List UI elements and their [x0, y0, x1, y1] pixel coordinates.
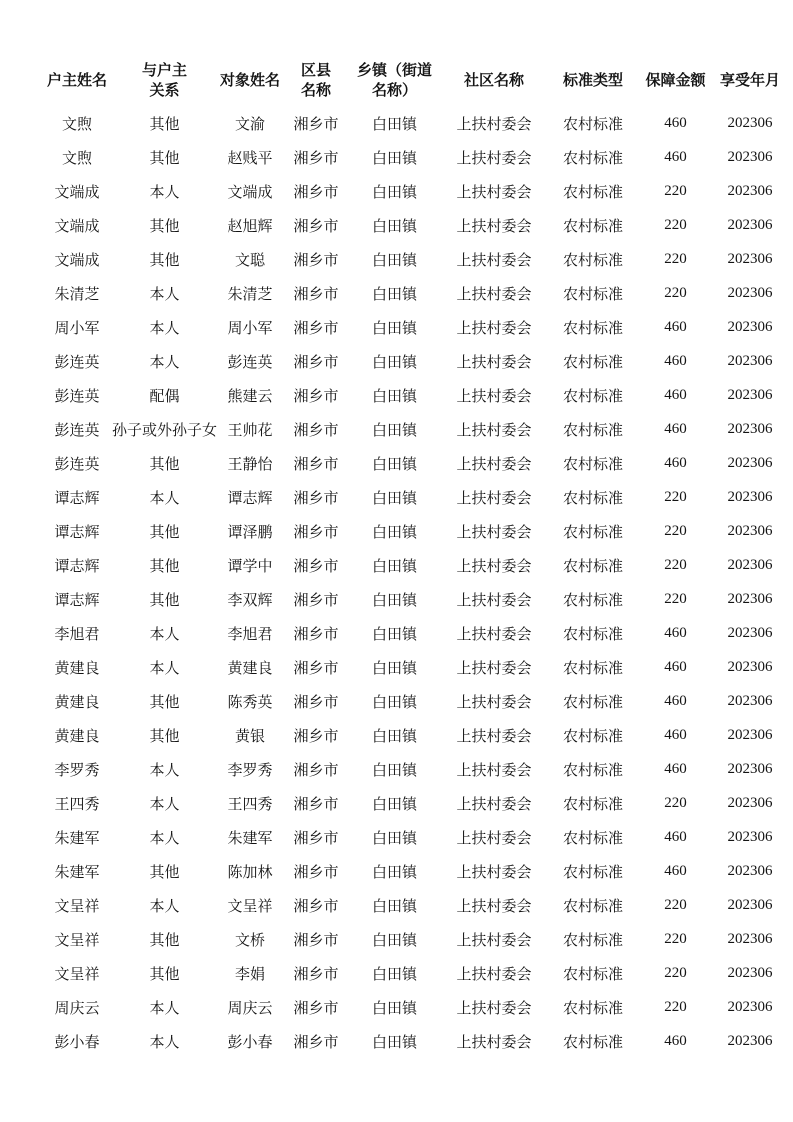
table-cell: 谭志辉	[54, 490, 100, 507]
table-cell: 白田镇	[372, 864, 418, 881]
table-cell: 农村标准	[563, 592, 624, 609]
table-cell: 文呈祥	[227, 898, 273, 915]
table-cell: 农村标准	[563, 456, 624, 473]
table-row	[42, 956, 787, 990]
table-cell: 湘乡市	[293, 728, 339, 745]
table-cell: 本人	[149, 762, 180, 779]
table-row	[42, 446, 787, 480]
table-cell: 赵旭辉	[227, 218, 273, 235]
table-cell: 其他	[149, 864, 180, 881]
table-cell: 460	[664, 658, 687, 675]
table-cell: 460	[664, 862, 687, 879]
table-cell: 农村标准	[563, 966, 624, 983]
table-cell: 202306	[727, 284, 773, 301]
table-cell: 文聪	[235, 252, 266, 269]
table-cell: 农村标准	[563, 898, 624, 915]
column-header-standard-type: 标准类型	[563, 73, 624, 89]
table-cell: 其他	[149, 694, 180, 711]
table-cell: 220	[664, 522, 687, 539]
table-cell: 王静怡	[227, 456, 273, 473]
table-cell: 李双辉	[227, 592, 273, 609]
table-cell: 彭连英	[54, 456, 100, 473]
table-cell: 王四秀	[227, 796, 273, 813]
table-cell: 220	[664, 182, 687, 199]
table-cell: 白田镇	[372, 728, 418, 745]
table-cell: 202306	[727, 386, 773, 403]
table-cell: 白田镇	[372, 218, 418, 235]
table-cell: 上扶村委会	[456, 388, 532, 405]
table-cell: 本人	[149, 286, 180, 303]
table-cell: 460	[664, 420, 687, 437]
table-cell: 上扶村委会	[456, 864, 532, 881]
table-cell: 202306	[727, 930, 773, 947]
header-row	[42, 56, 787, 106]
table-cell: 谭志辉	[54, 524, 100, 541]
table-cell: 上扶村委会	[456, 932, 532, 949]
table-cell: 220	[664, 794, 687, 811]
table-cell: 白田镇	[372, 150, 418, 167]
table-cell: 202306	[727, 522, 773, 539]
table-cell: 湘乡市	[293, 490, 339, 507]
table-cell: 农村标准	[563, 252, 624, 269]
table-cell: 白田镇	[372, 286, 418, 303]
table-cell: 湘乡市	[293, 898, 339, 915]
table-cell: 白田镇	[372, 762, 418, 779]
table-cell: 农村标准	[563, 762, 624, 779]
table-cell: 202306	[727, 862, 773, 879]
table-cell: 其他	[149, 150, 180, 167]
table-cell: 白田镇	[372, 796, 418, 813]
table-row	[42, 412, 787, 446]
table-cell: 文渝	[235, 116, 266, 133]
table-cell: 460	[664, 352, 687, 369]
table-cell: 朱清芝	[227, 286, 273, 303]
table-cell: 黄银	[235, 728, 266, 745]
table-cell: 上扶村委会	[456, 456, 532, 473]
table-cell: 202306	[727, 658, 773, 675]
table-cell: 湘乡市	[293, 354, 339, 371]
table-cell: 202306	[727, 998, 773, 1015]
table-cell: 朱建军	[54, 864, 100, 881]
table-cell: 202306	[727, 760, 773, 777]
table-cell: 本人	[149, 1034, 180, 1051]
table-cell: 本人	[149, 1000, 180, 1017]
table-cell: 上扶村委会	[456, 898, 532, 915]
column-header-household-name: 户主姓名	[46, 73, 107, 89]
table-cell: 上扶村委会	[456, 694, 532, 711]
table-cell: 文煦	[61, 116, 92, 133]
table-cell: 谭泽鹏	[227, 524, 273, 541]
table-cell: 202306	[727, 148, 773, 165]
table-cell: 湘乡市	[293, 1000, 339, 1017]
table-cell: 其他	[149, 966, 180, 983]
table-cell: 文呈祥	[54, 898, 100, 915]
table-cell: 湘乡市	[293, 524, 339, 541]
table-row	[42, 480, 787, 514]
table-cell: 上扶村委会	[456, 252, 532, 269]
table-row	[42, 514, 787, 548]
table-cell: 陈秀英	[227, 694, 273, 711]
table-cell: 湘乡市	[293, 150, 339, 167]
table-cell: 202306	[727, 352, 773, 369]
table-cell: 文呈祥	[54, 932, 100, 949]
table-cell: 220	[664, 250, 687, 267]
table-cell: 周小军	[227, 320, 273, 337]
table-cell: 王帅花	[227, 422, 273, 439]
table-cell: 220	[664, 930, 687, 947]
table-cell: 农村标准	[563, 796, 624, 813]
table-row	[42, 548, 787, 582]
table-cell: 上扶村委会	[456, 1034, 532, 1051]
table-cell: 202306	[727, 964, 773, 981]
table-cell: 本人	[149, 626, 180, 643]
table-cell: 220	[664, 964, 687, 981]
table-cell: 其他	[149, 252, 180, 269]
table-cell: 460	[664, 828, 687, 845]
table-cell: 上扶村委会	[456, 490, 532, 507]
table-cell: 彭连英	[54, 422, 100, 439]
table-cell: 202306	[727, 624, 773, 641]
table-cell: 李旭君	[227, 626, 273, 643]
table-cell: 农村标准	[563, 286, 624, 303]
table-cell: 460	[664, 114, 687, 131]
table-cell: 其他	[149, 524, 180, 541]
table-cell: 湘乡市	[293, 116, 339, 133]
table-cell: 白田镇	[372, 932, 418, 949]
table-cell: 白田镇	[372, 1034, 418, 1051]
table-cell: 上扶村委会	[456, 558, 532, 575]
table-cell: 本人	[149, 184, 180, 201]
column-header-community: 社区名称	[464, 73, 525, 89]
column-header-town: 乡镇（街道 名称）	[357, 63, 433, 99]
table-cell: 上扶村委会	[456, 660, 532, 677]
table-cell: 白田镇	[372, 660, 418, 677]
table-cell: 彭连英	[54, 354, 100, 371]
table-cell: 白田镇	[372, 184, 418, 201]
table-cell: 朱建军	[227, 830, 273, 847]
table-cell: 农村标准	[563, 422, 624, 439]
table-cell: 202306	[727, 216, 773, 233]
column-header-month: 享受年月	[720, 73, 781, 89]
table-cell: 周庆云	[227, 1000, 273, 1017]
table-cell: 白田镇	[372, 626, 418, 643]
table-cell: 其他	[149, 116, 180, 133]
table-cell: 谭志辉	[54, 592, 100, 609]
table-cell: 202306	[727, 420, 773, 437]
table-row	[42, 820, 787, 854]
table-cell: 白田镇	[372, 694, 418, 711]
table-cell: 熊建云	[227, 388, 273, 405]
table-cell: 202306	[727, 556, 773, 573]
table-cell: 赵贱平	[227, 150, 273, 167]
table-cell: 谭志辉	[227, 490, 273, 507]
table-cell: 湘乡市	[293, 932, 339, 949]
table-cell: 农村标准	[563, 932, 624, 949]
table-cell: 湘乡市	[293, 592, 339, 609]
table-cell: 文煦	[61, 150, 92, 167]
table-cell: 湘乡市	[293, 762, 339, 779]
table-cell: 湘乡市	[293, 218, 339, 235]
table-cell: 其他	[149, 218, 180, 235]
table-cell: 白田镇	[372, 592, 418, 609]
table-cell: 彭小春	[227, 1034, 273, 1051]
table-cell: 上扶村委会	[456, 150, 532, 167]
table-cell: 文呈祥	[54, 966, 100, 983]
table-cell: 彭连英	[227, 354, 273, 371]
table-cell: 202306	[727, 794, 773, 811]
table-cell: 460	[664, 1032, 687, 1049]
table-cell: 本人	[149, 796, 180, 813]
table-cell: 202306	[727, 182, 773, 199]
table-cell: 朱建军	[54, 830, 100, 847]
table-cell: 202306	[727, 726, 773, 743]
table-cell: 202306	[727, 1032, 773, 1049]
table-cell: 农村标准	[563, 830, 624, 847]
table-row	[42, 1024, 787, 1058]
table-cell: 220	[664, 488, 687, 505]
table-cell: 黄建良	[227, 660, 273, 677]
table-cell: 湘乡市	[293, 456, 339, 473]
table-row	[42, 378, 787, 412]
table-cell: 220	[664, 556, 687, 573]
table-cell: 农村标准	[563, 490, 624, 507]
table-cell: 文端成	[54, 184, 100, 201]
table-row	[42, 684, 787, 718]
table-cell: 上扶村委会	[456, 320, 532, 337]
table-cell: 农村标准	[563, 1034, 624, 1051]
table-cell: 彭连英	[54, 388, 100, 405]
table-cell: 本人	[149, 354, 180, 371]
table-cell: 湘乡市	[293, 660, 339, 677]
table-cell: 湘乡市	[293, 252, 339, 269]
table-cell: 白田镇	[372, 422, 418, 439]
table-cell: 周庆云	[54, 1000, 100, 1017]
table-cell: 本人	[149, 660, 180, 677]
table-cell: 白田镇	[372, 558, 418, 575]
table-cell: 460	[664, 386, 687, 403]
table-cell: 上扶村委会	[456, 218, 532, 235]
table-cell: 湘乡市	[293, 830, 339, 847]
table-cell: 文端成	[54, 218, 100, 235]
table-row	[42, 854, 787, 888]
table-row	[42, 922, 787, 956]
table-cell: 220	[664, 216, 687, 233]
table-cell: 上扶村委会	[456, 524, 532, 541]
table-row	[42, 174, 787, 208]
table-cell: 上扶村委会	[456, 796, 532, 813]
table-cell: 202306	[727, 828, 773, 845]
table-cell: 上扶村委会	[456, 286, 532, 303]
table-cell: 黄建良	[54, 660, 100, 677]
table-cell: 220	[664, 590, 687, 607]
table-cell: 本人	[149, 320, 180, 337]
benefits-table	[42, 56, 787, 1058]
table-cell: 202306	[727, 250, 773, 267]
table-cell: 202306	[727, 896, 773, 913]
table-cell: 202306	[727, 318, 773, 335]
table-cell: 农村标准	[563, 388, 624, 405]
table-cell: 农村标准	[563, 524, 624, 541]
table-cell: 上扶村委会	[456, 422, 532, 439]
table-cell: 其他	[149, 456, 180, 473]
table-row	[42, 242, 787, 276]
table-cell: 上扶村委会	[456, 626, 532, 643]
table-cell: 白田镇	[372, 830, 418, 847]
table-row	[42, 718, 787, 752]
table-cell: 上扶村委会	[456, 184, 532, 201]
table-cell: 上扶村委会	[456, 966, 532, 983]
table-cell: 陈加林	[227, 864, 273, 881]
table-cell: 白田镇	[372, 388, 418, 405]
table-cell: 220	[664, 998, 687, 1015]
table-cell: 其他	[149, 592, 180, 609]
table-cell: 湘乡市	[293, 558, 339, 575]
table-cell: 白田镇	[372, 1000, 418, 1017]
table-cell: 其他	[149, 558, 180, 575]
table-cell: 周小军	[54, 320, 100, 337]
table-cell: 白田镇	[372, 490, 418, 507]
table-cell: 黄建良	[54, 728, 100, 745]
table-cell: 王四秀	[54, 796, 100, 813]
table-cell: 农村标准	[563, 694, 624, 711]
table-cell: 湘乡市	[293, 388, 339, 405]
table-cell: 李娟	[235, 966, 266, 983]
table-cell: 彭小春	[54, 1034, 100, 1051]
table-row	[42, 786, 787, 820]
table-row	[42, 276, 787, 310]
table-cell: 上扶村委会	[456, 762, 532, 779]
table-cell: 农村标准	[563, 864, 624, 881]
table-cell: 202306	[727, 590, 773, 607]
table-cell: 白田镇	[372, 252, 418, 269]
table-cell: 农村标准	[563, 150, 624, 167]
table-cell: 上扶村委会	[456, 830, 532, 847]
table-cell: 湘乡市	[293, 626, 339, 643]
table-body	[42, 106, 787, 1058]
table-cell: 农村标准	[563, 184, 624, 201]
table-cell: 202306	[727, 488, 773, 505]
table-row	[42, 344, 787, 378]
table-cell: 湘乡市	[293, 966, 339, 983]
table-row	[42, 106, 787, 140]
table-cell: 孙子或外孙子女	[112, 422, 218, 439]
table-cell: 白田镇	[372, 456, 418, 473]
table-cell: 白田镇	[372, 966, 418, 983]
table-cell: 202306	[727, 454, 773, 471]
table-row	[42, 616, 787, 650]
table-cell: 谭学中	[227, 558, 273, 575]
table-row	[42, 208, 787, 242]
table-row	[42, 888, 787, 922]
table-cell: 配偶	[149, 388, 180, 405]
table-cell: 460	[664, 454, 687, 471]
table-cell: 其他	[149, 932, 180, 949]
table-cell: 220	[664, 284, 687, 301]
table-cell: 白田镇	[372, 320, 418, 337]
table-cell: 本人	[149, 830, 180, 847]
table-row	[42, 310, 787, 344]
table-cell: 白田镇	[372, 354, 418, 371]
table-cell: 本人	[149, 490, 180, 507]
table-cell: 上扶村委会	[456, 728, 532, 745]
table-cell: 460	[664, 760, 687, 777]
table-cell: 农村标准	[563, 116, 624, 133]
table-row	[42, 990, 787, 1024]
table-cell: 农村标准	[563, 626, 624, 643]
table-cell: 白田镇	[372, 898, 418, 915]
table-cell: 谭志辉	[54, 558, 100, 575]
table-cell: 黄建良	[54, 694, 100, 711]
table-cell: 460	[664, 148, 687, 165]
table-cell: 李旭君	[54, 626, 100, 643]
table-cell: 李罗秀	[54, 762, 100, 779]
table-cell: 农村标准	[563, 320, 624, 337]
table-cell: 湘乡市	[293, 694, 339, 711]
table-cell: 白田镇	[372, 524, 418, 541]
table-cell: 文桥	[235, 932, 266, 949]
column-header-county: 区县 名称	[301, 63, 332, 99]
table-cell: 其他	[149, 728, 180, 745]
table-cell: 湘乡市	[293, 864, 339, 881]
table-cell: 文端成	[54, 252, 100, 269]
table-cell: 湘乡市	[293, 796, 339, 813]
table-cell: 文端成	[227, 184, 273, 201]
table-cell: 本人	[149, 898, 180, 915]
table-cell: 李罗秀	[227, 762, 273, 779]
table-cell: 上扶村委会	[456, 116, 532, 133]
table-cell: 农村标准	[563, 728, 624, 745]
table-cell: 白田镇	[372, 116, 418, 133]
table-row	[42, 140, 787, 174]
table-cell: 460	[664, 692, 687, 709]
table-cell: 湘乡市	[293, 1034, 339, 1051]
table-cell: 202306	[727, 114, 773, 131]
table-cell: 农村标准	[563, 660, 624, 677]
table-row	[42, 752, 787, 786]
table-cell: 上扶村委会	[456, 592, 532, 609]
table-cell: 460	[664, 726, 687, 743]
table-cell: 202306	[727, 692, 773, 709]
table-cell: 上扶村委会	[456, 1000, 532, 1017]
table-cell: 上扶村委会	[456, 354, 532, 371]
table-row	[42, 650, 787, 684]
column-header-relation: 与户主 关系	[142, 63, 188, 99]
table-cell: 460	[664, 624, 687, 641]
column-header-amount: 保障金额	[645, 73, 706, 89]
table-cell: 湘乡市	[293, 320, 339, 337]
table-cell: 湘乡市	[293, 422, 339, 439]
table-cell: 农村标准	[563, 218, 624, 235]
table-cell: 湘乡市	[293, 286, 339, 303]
table-cell: 农村标准	[563, 558, 624, 575]
table-cell: 农村标准	[563, 1000, 624, 1017]
table-row	[42, 582, 787, 616]
column-header-person-name: 对象姓名	[220, 73, 281, 89]
table-cell: 湘乡市	[293, 184, 339, 201]
table-cell: 农村标准	[563, 354, 624, 371]
table-cell: 460	[664, 318, 687, 335]
table-cell: 朱清芝	[54, 286, 100, 303]
table-cell: 220	[664, 896, 687, 913]
